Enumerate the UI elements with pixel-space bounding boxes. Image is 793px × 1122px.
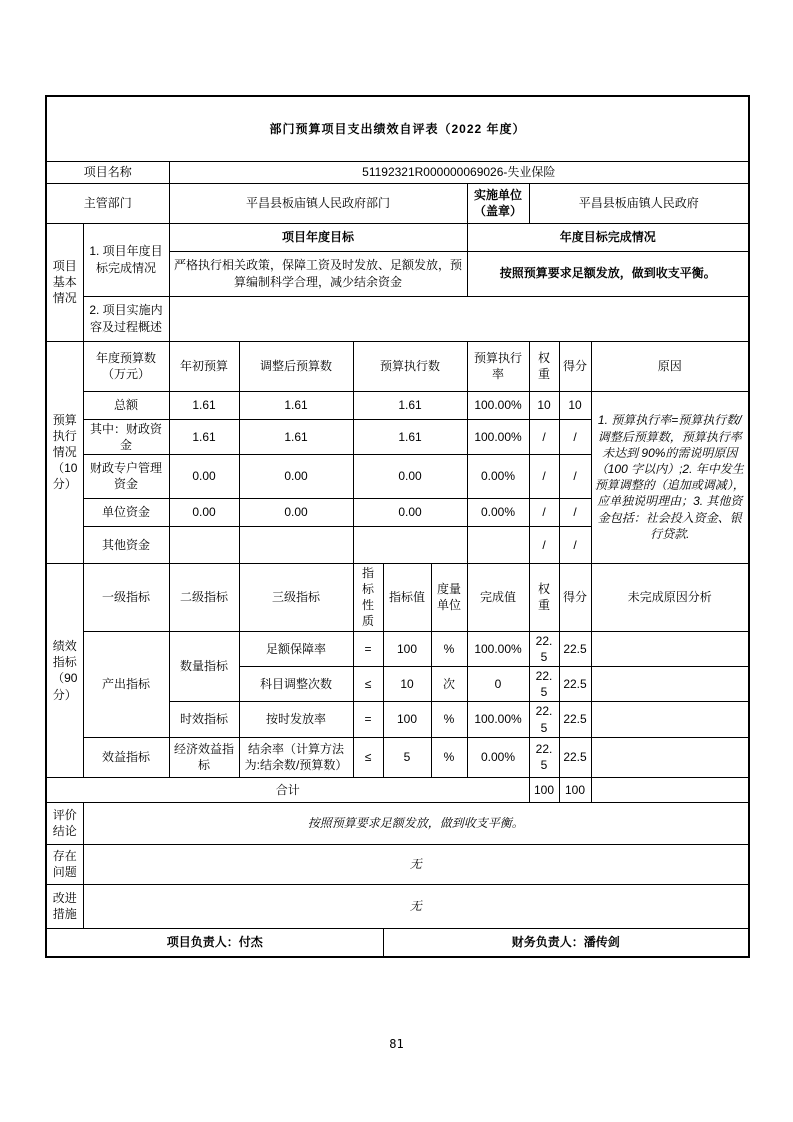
- ind-cell: 100: [383, 631, 431, 666]
- ind-cell: 次: [431, 667, 467, 702]
- completion-header: 年度目标完成情况: [467, 223, 749, 251]
- annual-goal-text: 严格执行相关政策，保障工资及时发放、足额发放，预算编制科学合理，减少结余资金: [169, 251, 467, 296]
- ind-cell: %: [431, 702, 467, 737]
- budget-cell: /: [559, 419, 591, 454]
- conclusion-label: 评价结论: [46, 802, 83, 844]
- ind-level2: 经济效益指标: [169, 737, 239, 777]
- project-manager: 项目负责人：付杰: [46, 928, 383, 957]
- ind-header-score: 得分: [559, 563, 591, 631]
- ind-cell: 0: [467, 667, 529, 702]
- ind-cell: 22.5: [529, 737, 559, 777]
- budget-cell: 1.61: [169, 391, 239, 419]
- budget-cell: 1.61: [169, 419, 239, 454]
- problems-text: 无: [83, 844, 749, 884]
- ind-header-level2: 二级指标: [169, 563, 239, 631]
- budget-header-score: 得分: [559, 341, 591, 391]
- ind-cell: 22.5: [529, 631, 559, 666]
- ind-header-level3: 三级指标: [239, 563, 353, 631]
- dept-value: 平昌县板庙镇人民政府部门: [169, 183, 467, 223]
- ind-analysis: [591, 702, 749, 737]
- self-evaluation-table: [45, 95, 750, 958]
- budget-row-label: 总额: [83, 391, 169, 419]
- budget-cell: 10: [559, 391, 591, 419]
- budget-cell: 10: [529, 391, 559, 419]
- budget-cell: 100.00%: [467, 419, 529, 454]
- total-label: 合计: [46, 777, 529, 802]
- budget-cell: 1.61: [353, 391, 467, 419]
- total-weight: 100: [529, 777, 559, 802]
- budget-cell: /: [559, 526, 591, 563]
- ind-cell: ≤: [353, 737, 383, 777]
- budget-cell: [239, 526, 353, 563]
- budget-header-annual: 年度预算数（万元）: [83, 341, 169, 391]
- budget-cell: 0.00%: [467, 454, 529, 498]
- budget-header-executed: 预算执行数: [353, 341, 467, 391]
- budget-cell: 100.00%: [467, 391, 529, 419]
- budget-cell: 0.00: [353, 498, 467, 526]
- budget-header-rate: 预算执行率: [467, 341, 529, 391]
- budget-row-label: 其他资金: [83, 526, 169, 563]
- budget-cell: [169, 526, 239, 563]
- budget-cell: 1.61: [239, 419, 353, 454]
- ind-cell: 100: [383, 702, 431, 737]
- total-analysis: [591, 777, 749, 802]
- ind-cell: 22.5: [529, 702, 559, 737]
- ind-header-actual: 完成值: [467, 563, 529, 631]
- budget-cell: 0.00: [353, 454, 467, 498]
- ind-level1: 效益指标: [83, 737, 169, 777]
- basic-row1-label: 1. 项目年度目标完成情况: [83, 223, 169, 296]
- ind-cell: 100.00%: [467, 631, 529, 666]
- ind-cell: 10: [383, 667, 431, 702]
- ind-level2: 时效指标: [169, 702, 239, 737]
- impl-unit-label: 实施单位（盖章）: [467, 183, 529, 223]
- budget-row-label: 其中：财政资金: [83, 419, 169, 454]
- ind-level1: 产出指标: [83, 631, 169, 737]
- ind-cell: 22.5: [559, 631, 591, 666]
- budget-reason-note: 1. 预算执行率=预算执行数/调整后预算数，预算执行率未达到 90%的需说明原因（100 字以内）;2. 年中发生预算调整的（追加或调减），应单独说明理由；3. 其他资金包括：社会投入资金、银行贷款.: [591, 391, 749, 563]
- budget-cell: /: [529, 419, 559, 454]
- ind-level2: 数量指标: [169, 631, 239, 702]
- budget-cell: 1.61: [239, 391, 353, 419]
- ind-level3: 足额保障率: [239, 631, 353, 666]
- improvements-label: 改进措施: [46, 884, 83, 928]
- budget-cell: 0.00: [169, 498, 239, 526]
- budget-cell: /: [529, 454, 559, 498]
- ind-cell: 100.00%: [467, 702, 529, 737]
- total-score: 100: [559, 777, 591, 802]
- basic-section-label: 项目基本情况: [46, 223, 83, 341]
- ind-cell: =: [353, 702, 383, 737]
- ind-header-nature: 指标性质: [353, 563, 383, 631]
- budget-header-weight: 权重: [529, 341, 559, 391]
- ind-header-unit: 度量单位: [431, 563, 467, 631]
- impl-unit-value: 平昌县板庙镇人民政府: [529, 183, 749, 223]
- budget-cell: 0.00: [239, 498, 353, 526]
- budget-cell: [467, 526, 529, 563]
- basic-row2-content: [169, 296, 749, 341]
- budget-row-label: 财政专户管理资金: [83, 454, 169, 498]
- ind-level3: 科目调整次数: [239, 667, 353, 702]
- ind-cell: 22.5: [559, 667, 591, 702]
- ind-cell: 0.00%: [467, 737, 529, 777]
- project-name-label: 项目名称: [46, 161, 169, 183]
- ind-analysis: [591, 737, 749, 777]
- ind-header-target: 指标值: [383, 563, 431, 631]
- ind-cell: 5: [383, 737, 431, 777]
- conclusion-text: 按照预算要求足额发放，做到收支平衡。: [83, 802, 749, 844]
- budget-cell: 1.61: [353, 419, 467, 454]
- ind-cell: %: [431, 737, 467, 777]
- budget-cell: 0.00: [239, 454, 353, 498]
- annual-goal-header: 项目年度目标: [169, 223, 467, 251]
- budget-cell: [353, 526, 467, 563]
- basic-row2-label: 2. 项目实施内容及过程概述: [83, 296, 169, 341]
- ind-cell: =: [353, 631, 383, 666]
- page-number: 81: [389, 1037, 404, 1051]
- budget-cell: 0.00%: [467, 498, 529, 526]
- ind-cell: 22.5: [529, 667, 559, 702]
- budget-section-label: 预算执行情况（10分）: [46, 341, 83, 563]
- project-name-value: 51192321R000000069026-失业保险: [169, 161, 749, 183]
- budget-row-label: 单位资金: [83, 498, 169, 526]
- ind-analysis: [591, 631, 749, 666]
- finance-manager: 财务负责人：潘传剑: [383, 928, 749, 957]
- budget-header-reason: 原因: [591, 341, 749, 391]
- completion-text: 按照预算要求足额发放，做到收支平衡。: [467, 251, 749, 296]
- ind-cell: 22.5: [559, 702, 591, 737]
- ind-analysis: [591, 667, 749, 702]
- ind-cell: 22.5: [559, 737, 591, 777]
- budget-cell: /: [529, 498, 559, 526]
- budget-cell: /: [559, 454, 591, 498]
- ind-header-weight: 权重: [529, 563, 559, 631]
- page-title: 部门预算项目支出绩效自评表（2022 年度）: [46, 96, 749, 161]
- ind-level3: 按时发放率: [239, 702, 353, 737]
- budget-header-adjusted: 调整后预算数: [239, 341, 353, 391]
- indicators-section-label: 绩效指标（90分）: [46, 563, 83, 777]
- ind-header-level1: 一级指标: [83, 563, 169, 631]
- budget-cell: /: [529, 526, 559, 563]
- budget-header-initial: 年初预算: [169, 341, 239, 391]
- ind-header-analysis: 未完成原因分析: [591, 563, 749, 631]
- improvements-text: 无: [83, 884, 749, 928]
- ind-cell: ≤: [353, 667, 383, 702]
- problems-label: 存在问题: [46, 844, 83, 884]
- ind-cell: %: [431, 631, 467, 666]
- dept-label: 主管部门: [46, 183, 169, 223]
- budget-cell: 0.00: [169, 454, 239, 498]
- ind-level3: 结余率（计算方法为:结余数/预算数）: [239, 737, 353, 777]
- budget-cell: /: [559, 498, 591, 526]
